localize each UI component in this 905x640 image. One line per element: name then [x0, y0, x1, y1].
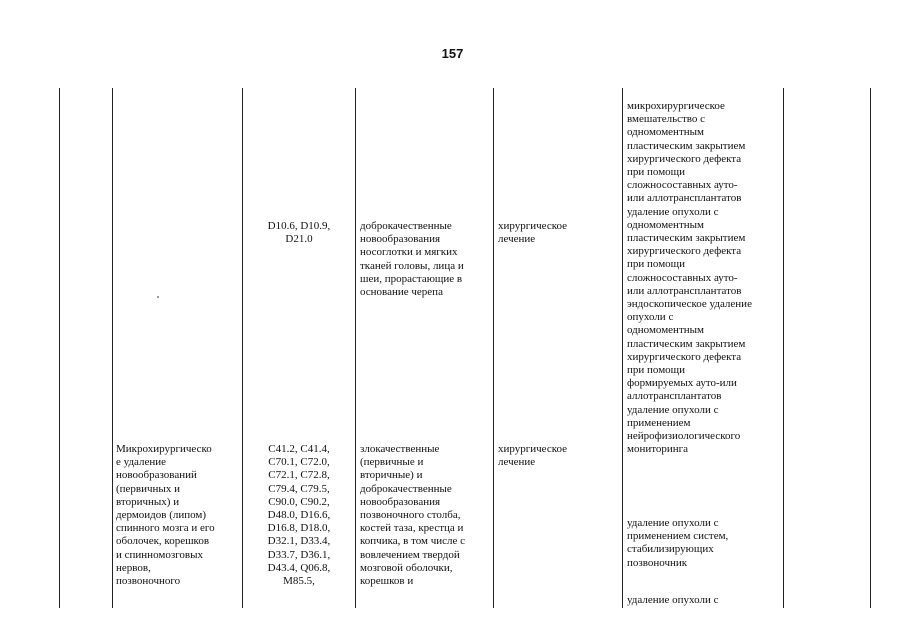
treatment-method-cell: удаление опухоли с применением систем, стабилизирующих позвоночник [627, 517, 729, 569]
treatment-method-cell: микрохирургическое вмешательство с одномоментным пластическим закрытием хирургического дефекта при помощи сложносоставных ауто- или аллотрансплантатов удаление опухоли с одномоментным пластическим закрытием хирургического дефекта при помощи сложносоставных ауто- или аллотрансплантатов эндоскопическое удаление опухоли с одномоментным пластическим закрытием хирургического дефекта при помощи формируемых ауто-или аллотрансплантатов удаление опухоли с применением нейрофизиологического мониторинга [627, 100, 752, 456]
procedure-name-cell: Микрохирургическо е удаление новообразований (первичных и вторичных) и дермоидов (липом) спинного мозга и его оболочек, корешков и спинномозговых нервов, позвоночного [116, 443, 215, 588]
scan-speck [157, 296, 159, 298]
page-number: 157 [441, 46, 464, 61]
table-rule [112, 88, 113, 608]
table-rule [355, 88, 356, 608]
table-rule [59, 88, 60, 608]
diagnosis-codes-cell: C41.2, C41.4, C70.1, C72.0, C72.1, C72.8, C79.4, C79.5, C90.0, C90.2, D48.0, D16.6, D16.8, D18.0, D32.1, D33.4, D33.7, D36.1, D43.4, Q06.8, M85.5, [267, 443, 331, 588]
treatment-method-cell: удаление опухоли с [627, 594, 719, 606]
patient-model-cell: злокачественные (первичные и вторичные) и доброкачественные новообразования позвоночного столба, костей таза, крестца и копчика, в том числе с вовлечением твердой мозговой оболочки, корешков и [360, 443, 466, 588]
table-rule [242, 88, 243, 608]
table-rule [783, 88, 784, 608]
treatment-type-cell: хирургическое лечение [498, 443, 568, 469]
treatment-type-cell: хирургическое лечение [498, 220, 568, 246]
diagnosis-codes-cell: D10.6, D10.9, D21.0 [267, 220, 331, 246]
patient-model-cell: доброкачественные новообразования носоглотки и мягких тканей головы, лица и шеи, прорастающие в основание черепа [360, 220, 464, 299]
table-rule [622, 88, 623, 608]
table-rule [870, 88, 871, 608]
table-rule [493, 88, 494, 608]
